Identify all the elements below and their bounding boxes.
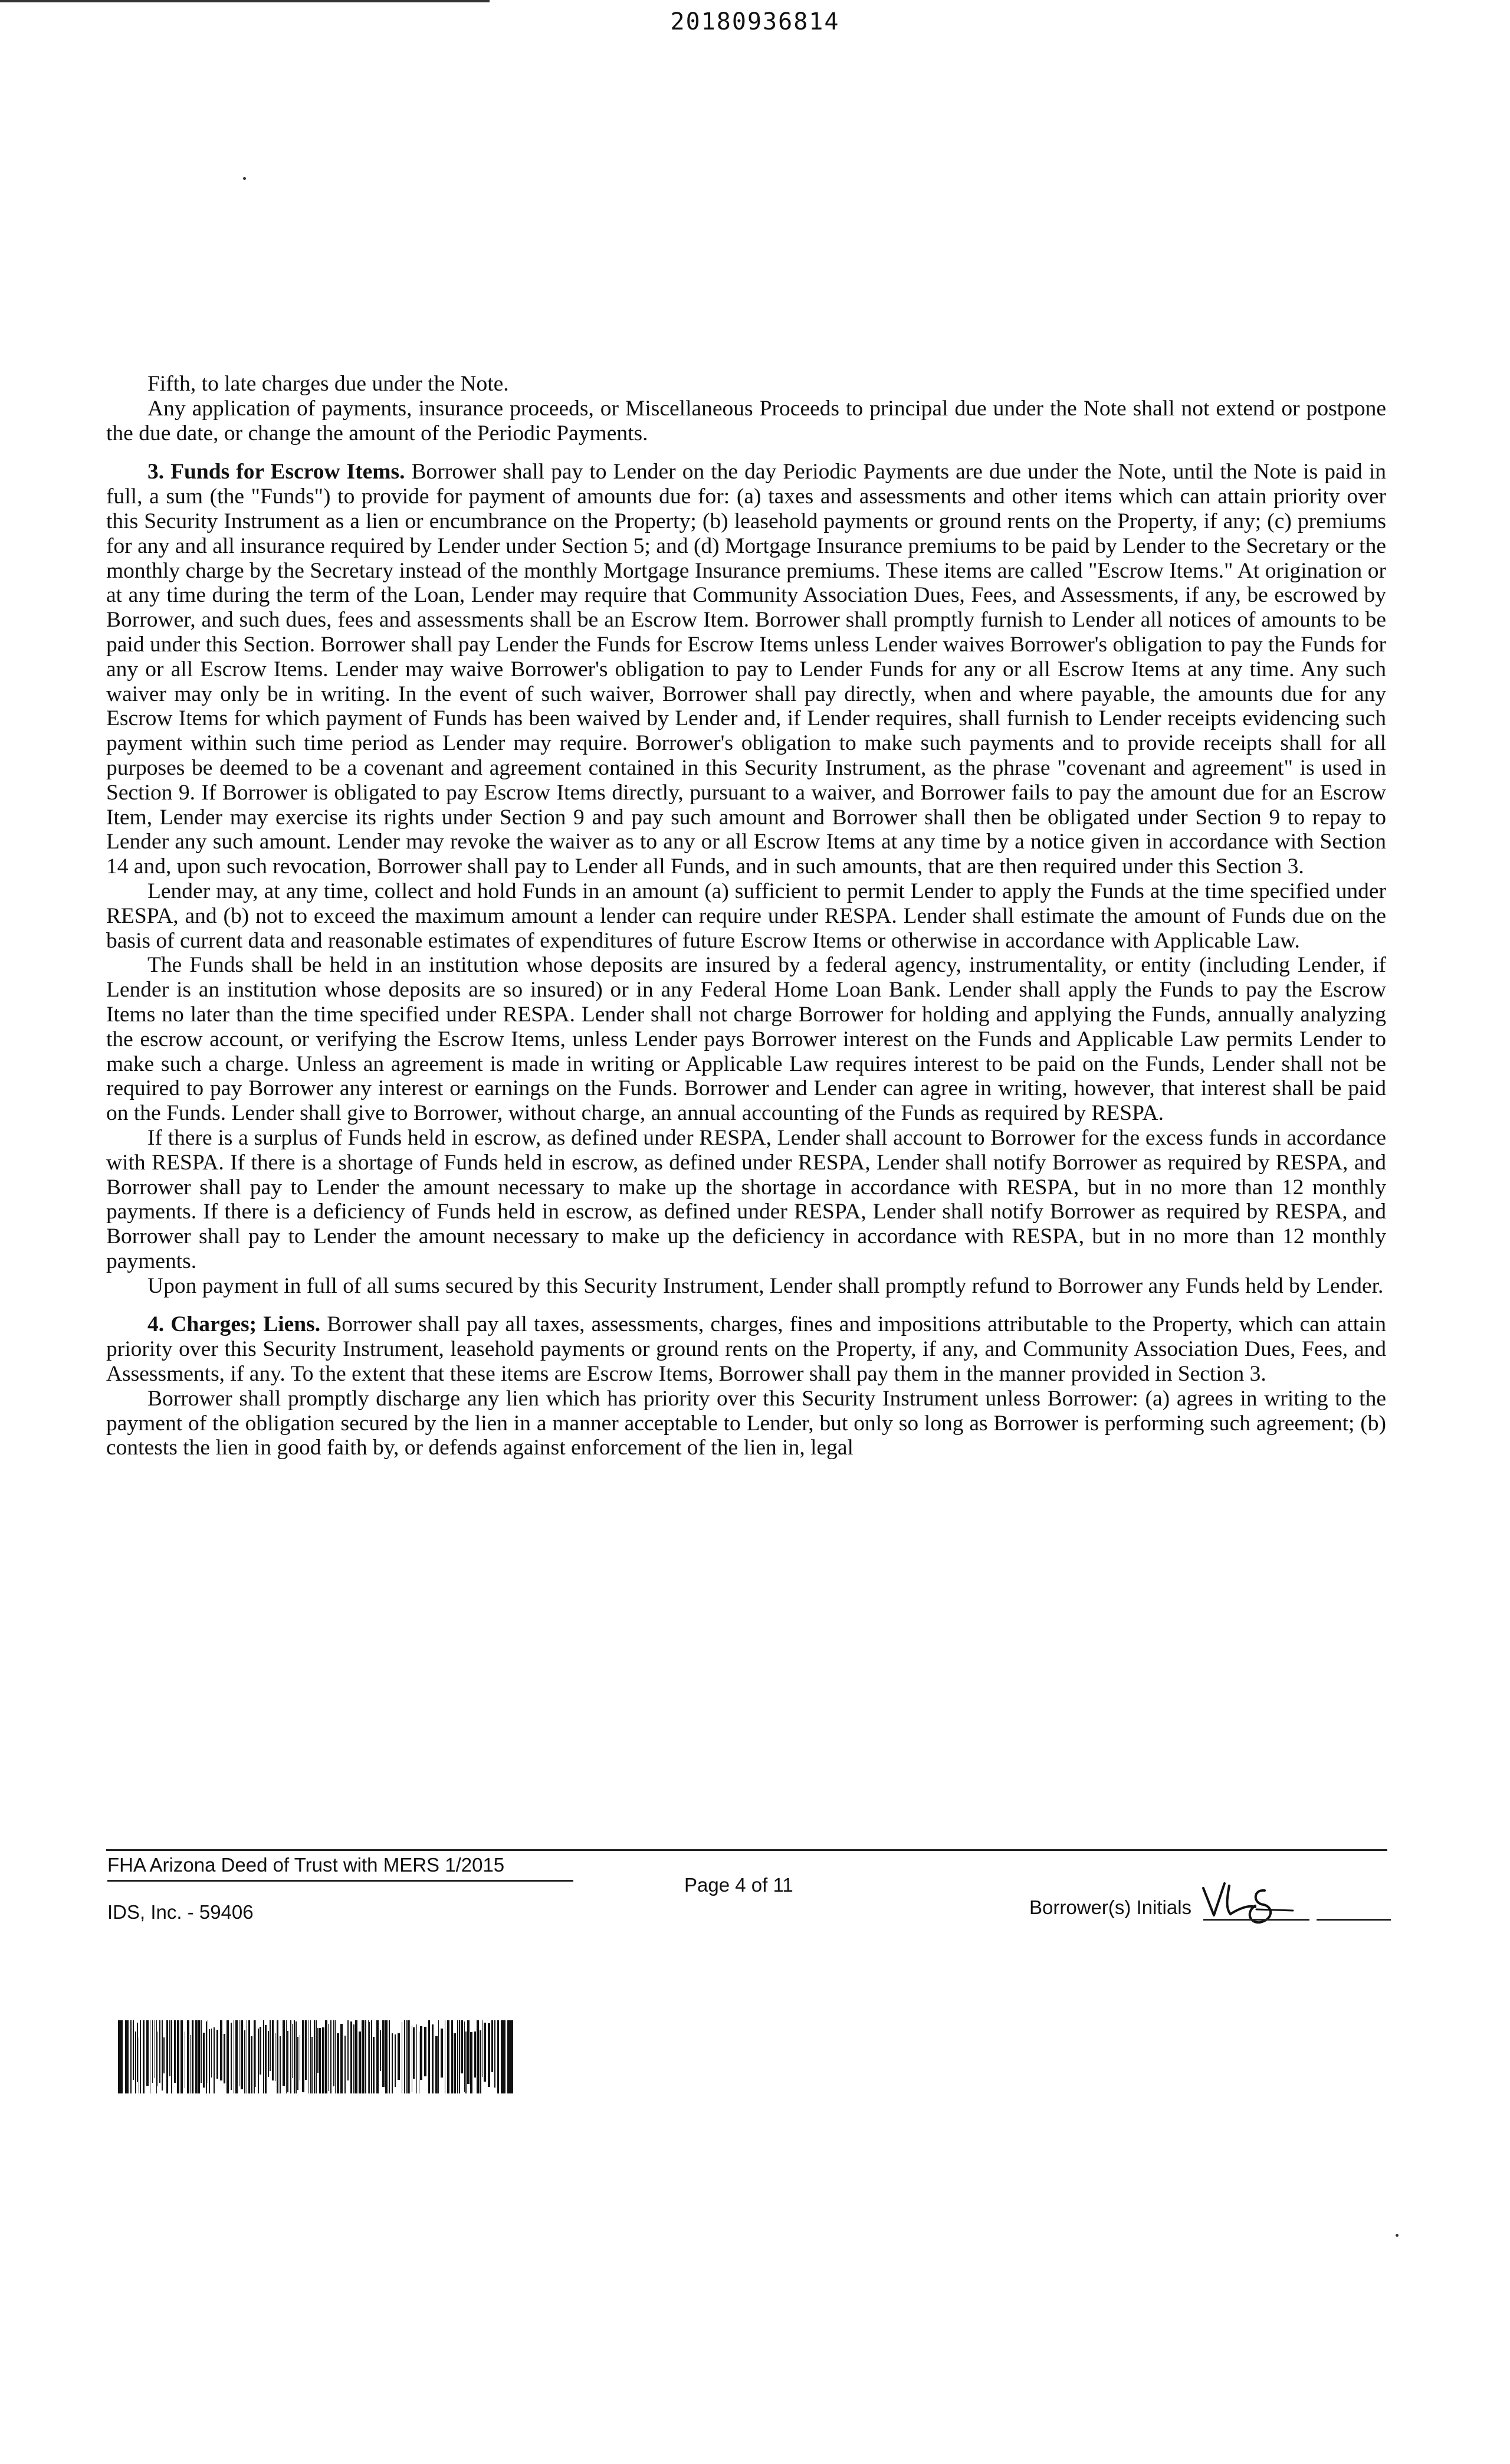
section-3-paragraph-2: Lender may, at any time, collect and hold Funds in an amount (a) sufficient to permit Lender to apply the Funds at the time specified under RESPA, and (b) not to exceed the maximum amount a lender can require under RESPA. Lender shall estimate the amount of Funds due on the basis of current data and reasonable estimates of expenditures of future Escrow Items or otherwise in accordance with Applicable Law.: [106, 879, 1386, 953]
form-name-underline: [107, 1880, 573, 1882]
page-indicator: Page 4 of 11: [684, 1874, 793, 1896]
paragraph-fifth: Fifth, to late charges due under the Note.: [147, 372, 509, 396]
section-3-paragraph-4: If there is a surplus of Funds held in escrow, as defined under RESPA, Lender shall account to Borrower for the excess funds in accordance with RESPA. If there is a shortage of Funds held in escrow, as defined under RESPA, Lender shall notify Borrower as required by RESPA, and Borrower shall pay to Lender the amount necessary to make up the shortage in accordance with RESPA, but in no more than 12 monthly payments. If there is a deficiency of Funds held in escrow, as defined under RESPA, Lender shall notify Borrower as required by RESPA, and Borrower shall pay to Lender the amount necessary to make up the deficiency in accordance with RESPA, but in no more than 12 monthly payments.: [106, 1125, 1386, 1273]
initials-label: Borrower(s) Initials: [1029, 1896, 1192, 1918]
scan-speck: [1396, 2234, 1399, 2237]
recording-number: 20180936814: [670, 8, 840, 35]
footer-divider: [106, 1849, 1387, 1851]
section-3-heading: 3. Funds for Escrow Items.: [147, 460, 405, 484]
section-4-text: Borrower shall pay all taxes, assessments, charges, fines and impositions attributable to the Property, which can attain priority over this Security Instrument, leasehold payments or ground rents on the Property, if any, and Community Association Dues, Fees, and Assessments, if any. To the extent that these items are Escrow Items, Borrower shall pay them in the manner provided in Section 3.: [106, 1312, 1386, 1387]
section-3-text: Borrower shall pay to Lender on the day Periodic Payments are due under the Note, until the Note is paid in full, a sum (the "Funds") to provide for payment of amounts due for: (a) taxes and assessments and other items which can attain priority over this Security Instrument as a lien or encumbrance on the Property; (b) leasehold payments or ground rents on the Property, if any; (c) premiums for any and all insurance required by Lender under Section 5; and (d) Mortgage Insurance premiums to be paid by Lender to the Secretary or the monthly charge by the Secretary instead of the monthly Mortgage Insurance premiums. These items are called "Escrow Items." At origination or at any time during the term of the Loan, Lender may require that Community Association Dues, Fees, and Assessments, if any, be escrowed by Borrower, and such dues, fees and assessments shall be an Escrow Item. Borrower shall promptly furnish to Lender all notices of amounts to be paid under this Section. Borrower shall pay Lender the Funds for Escrow Items unless Lender waives Borrower's obligation to pay the Funds for any or all Escrow Items. Lender may waive Borrower's obligation to pay to Lender Funds for any or all Escrow Items at any time. Any such waiver may only be in writing. In the event of such waiver, Borrower shall pay directly, when and where payable, the amounts due for any Escrow Items for which payment of Funds has been waived by Lender and, if Lender requires, shall furnish to Lender receipts evidencing such payment within such time period as Lender may require. Borrower's obligation to make such payments and to provide receipts shall for all purposes be deemed to be a covenant and agreement contained in this Security Instrument, as the phrase "covenant and agreement" is used in Section 9. If Borrower is obligated to pay Escrow Items directly, pursuant to a waiver, and Borrower fails to pay the amount due for an Escrow Item, Lender may exercise its rights under Section 9 and pay such amount and Borrower shall then be obligated under Section 9 to repay to Lender any such amount. Lender may revoke the waiver as to any or all Escrow Items at any time by a notice given in accordance with Section 14 and, upon such revocation, Borrower shall pay to Lender all Funds, and in such amounts, that are then required under this Section 3.: [106, 460, 1386, 879]
form-name: FHA Arizona Deed of Trust with MERS 1/2015: [107, 1854, 505, 1876]
document-body: [106, 372, 1386, 1460]
top-scan-rule: [0, 0, 490, 2]
section-4-paragraph: [106, 1312, 1386, 1386]
paragraph-application-of-payments: Any application of payments, insurance proceeds, or Miscellaneous Proceeds to principal due under the Note shall not extend or postpone the due date, or change the amount of the Periodic Payments.: [106, 396, 1386, 445]
section-3-paragraph-5: Upon payment in full of all sums secured by this Security Instrument, Lender shall promptly refund to Borrower any Funds held by Lender.: [147, 1273, 1384, 1298]
section-4-heading: 4. Charges; Liens.: [147, 1312, 321, 1337]
scan-speck: [243, 177, 246, 180]
section-4-paragraph-2: Borrower shall promptly discharge any lien which has priority over this Security Instrument unless Borrower: (a) agrees in writing to the payment of the obligation secured by the lien in a manner acceptable to Lender, but only so long as Borrower is performing such agreement; (b) contests the lien in good faith by, or defends against enforcement of the lien in, legal: [106, 1386, 1386, 1460]
initials-line-1: [1203, 1919, 1309, 1921]
section-3-paragraph-3: The Funds shall be held in an institution whose deposits are insured by a federal agency, instrumentality, or entity (including Lender, if Lender is an institution whose deposits are so insured) or in any Federal Home Loan Bank. Lender shall apply the Funds to pay the Escrow Items no later than the time specified under RESPA. Lender shall not charge Borrower for holding and applying the Funds, annually analyzing the escrow account, or verifying the Escrow Items, unless Lender pays Borrower interest on the Funds and Applicable Law permits Lender to make such a charge. Unless an agreement is made in writing or Applicable Law requires interest to be paid on the Funds, Lender shall not be required to pay Borrower any interest or earnings on the Funds. Borrower and Lender can agree in writing, however, that interest shall be paid on the Funds. Lender shall give to Borrower, without charge, an annual accounting of the Funds as required by RESPA.: [106, 953, 1386, 1126]
vendor-id: IDS, Inc. - 59406: [107, 1901, 254, 1923]
barcode: [118, 2020, 525, 2093]
initials-line-2: [1317, 1919, 1391, 1921]
section-3-paragraph: [106, 460, 1386, 879]
